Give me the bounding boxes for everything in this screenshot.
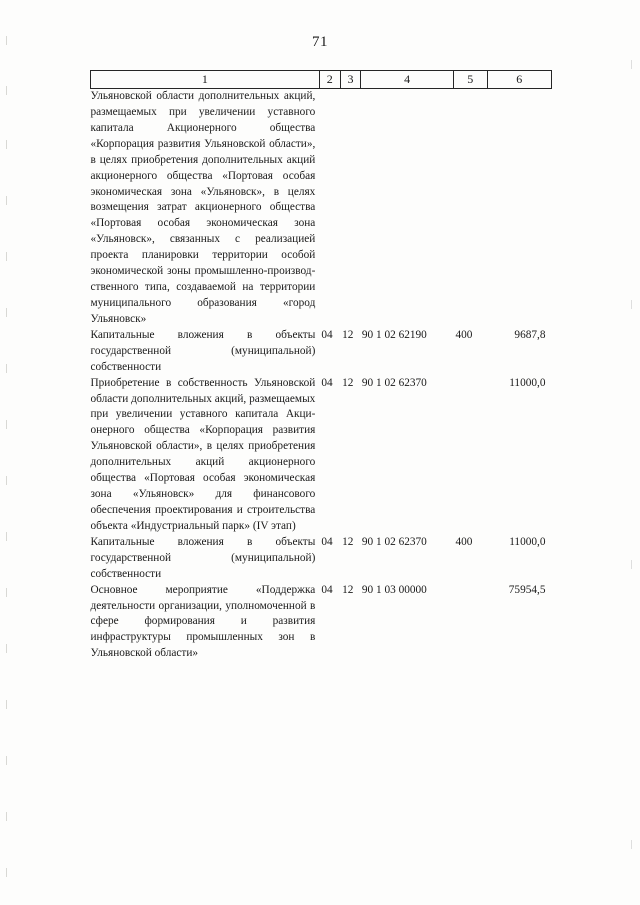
table-body bbox=[91, 89, 552, 663]
row-amount bbox=[487, 89, 551, 328]
table-header bbox=[91, 71, 552, 89]
row-expense-type: 400 bbox=[455, 535, 473, 548]
row-amount: 9687,8 bbox=[514, 328, 546, 341]
table-row bbox=[91, 376, 552, 535]
row-description: Капитальные вложения в объекты государственной (муниципальной) собственности bbox=[90, 535, 316, 580]
row-amount: 11000,0 bbox=[509, 376, 546, 389]
column-header-4: 4 bbox=[361, 71, 454, 89]
row-expense-type bbox=[453, 89, 487, 328]
row-subsection-code: 12 bbox=[342, 583, 354, 596]
column-header-2: 2 bbox=[319, 71, 340, 89]
page-number: 71 bbox=[312, 34, 328, 50]
row-description: Ульяновской области дополнительных акций, размещаемых при увеличении уставного капитала Акционерного общества «Корпорация развития Ульяновской области», в целях приобретения дополнительных акций акционерного общества «Портовая особая экономическая зона «Ульяновск», в целях возмещения затрат акционерного общества «Портовая особая экономическая зона «Ульяновск», связанных с реализацией проекта планировки территории особой экономической зоны промышленно-производственного типа, создаваемой на территории муниципального образования «город Ульяновск» bbox=[90, 90, 316, 325]
row-section-code: 04 bbox=[321, 583, 333, 596]
row-section-code: 04 bbox=[321, 328, 333, 341]
row-target-code: 90 1 03 00000 bbox=[361, 583, 427, 596]
column-header-3: 3 bbox=[340, 71, 361, 89]
row-subsection-code: 12 bbox=[342, 328, 354, 341]
column-header-5: 5 bbox=[453, 71, 487, 89]
table-header-row bbox=[91, 71, 552, 89]
table-row bbox=[91, 328, 552, 376]
row-section-code: 04 bbox=[321, 376, 333, 389]
row-description: Капитальные вложения в объекты государственной (муниципальной) собственности bbox=[90, 328, 316, 373]
table-row bbox=[91, 583, 552, 663]
row-subsection-code bbox=[340, 89, 361, 328]
row-target-code: 90 1 02 62370 bbox=[361, 376, 427, 389]
row-target-code bbox=[361, 89, 454, 328]
budget-table bbox=[90, 70, 552, 662]
row-expense-type: 400 bbox=[455, 328, 473, 341]
row-description: Приобретение в собственность Ульяновской области дополнительных акций, размещаемых при увеличении уставного капитала Акционерного общества «Корпорация развития Ульяновской области», в целях приобретения дополнительных акций акционерного общества «Портовая особая экономическая зона «Ульяновск» для финансового обеспечения проектирования и строительства объекта «Индустриальный парк» (IV этап) bbox=[90, 376, 316, 532]
row-amount: 75954,5 bbox=[508, 583, 546, 596]
row-section-code bbox=[319, 89, 340, 328]
row-subsection-code: 12 bbox=[342, 376, 354, 389]
table-row bbox=[91, 535, 552, 583]
table-row bbox=[91, 89, 552, 328]
row-amount: 11000,0 bbox=[509, 535, 546, 548]
row-target-code: 90 1 02 62190 bbox=[361, 328, 427, 341]
row-target-code: 90 1 02 62370 bbox=[361, 535, 427, 548]
column-header-6: 6 bbox=[487, 71, 551, 89]
column-header-1: 1 bbox=[91, 71, 320, 89]
row-description: Основное мероприятие «Поддержка деятельности организации, уполномоченной в сфере формирования и развития инфраструктуры промышленных зон в Ульяновской области» bbox=[90, 583, 316, 660]
row-expense-type bbox=[453, 376, 487, 535]
row-expense-type bbox=[453, 583, 487, 663]
row-subsection-code: 12 bbox=[342, 535, 354, 548]
row-section-code: 04 bbox=[321, 535, 333, 548]
